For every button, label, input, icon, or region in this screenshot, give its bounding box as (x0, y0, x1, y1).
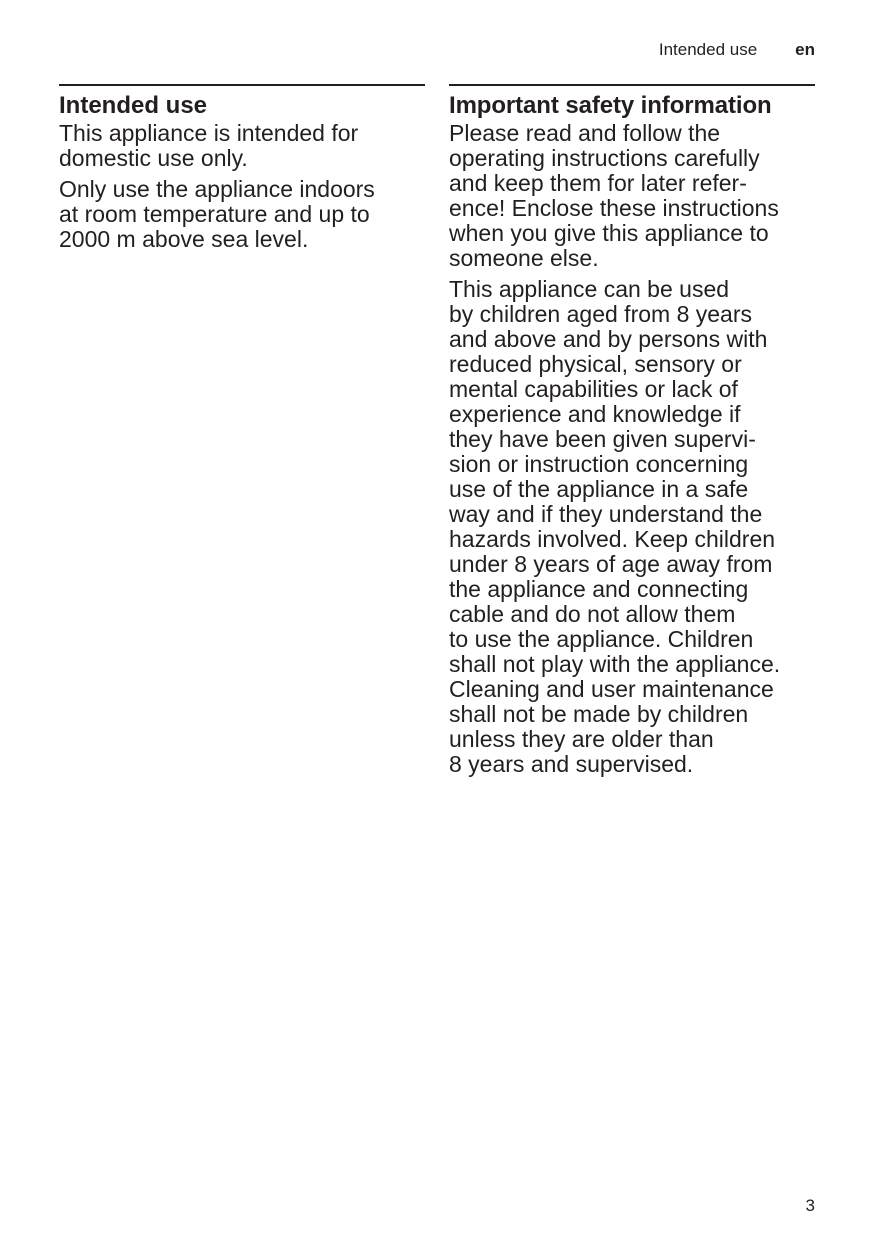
intended-use-paragraph-1: This appliance is intended for domestic use only. (59, 120, 359, 171)
header-section-title: Intended use (658, 40, 758, 59)
safety-information-paragraph-2: This appliance can be used by children aged from 8 years and above and by persons with reduced physical, sensory or mental capabilities or lack of experience and knowledge if they have been given supervi- sion or instruction concerning use of the appliance in a safe way and if they understand the hazards involved. Keep children under 8 years of age away from the appliance and connecting cable and do not allow them to use the appliance. Children shall not play with the appliance. Cleaning and user maintenance shall not be made by children unless they are older than 8 years and supervised. (449, 276, 781, 777)
intended-use-paragraph-2: Only use the appliance indoors at room temperature and up to 2000 m above sea level. (59, 176, 375, 252)
intended-use-column (59, 84, 425, 258)
safety-information-column (449, 84, 815, 783)
header-language-code: en (795, 40, 815, 59)
running-header (659, 40, 815, 60)
page-number: 3 (805, 1196, 815, 1215)
intended-use-heading: Intended use (59, 92, 208, 119)
safety-information-heading: Important safety information (449, 92, 772, 119)
safety-information-paragraph-1: Please read and follow the operating instructions carefully and keep them for later refer- ence! Enclose these instructions when you give this appliance to someone else. (449, 120, 779, 271)
